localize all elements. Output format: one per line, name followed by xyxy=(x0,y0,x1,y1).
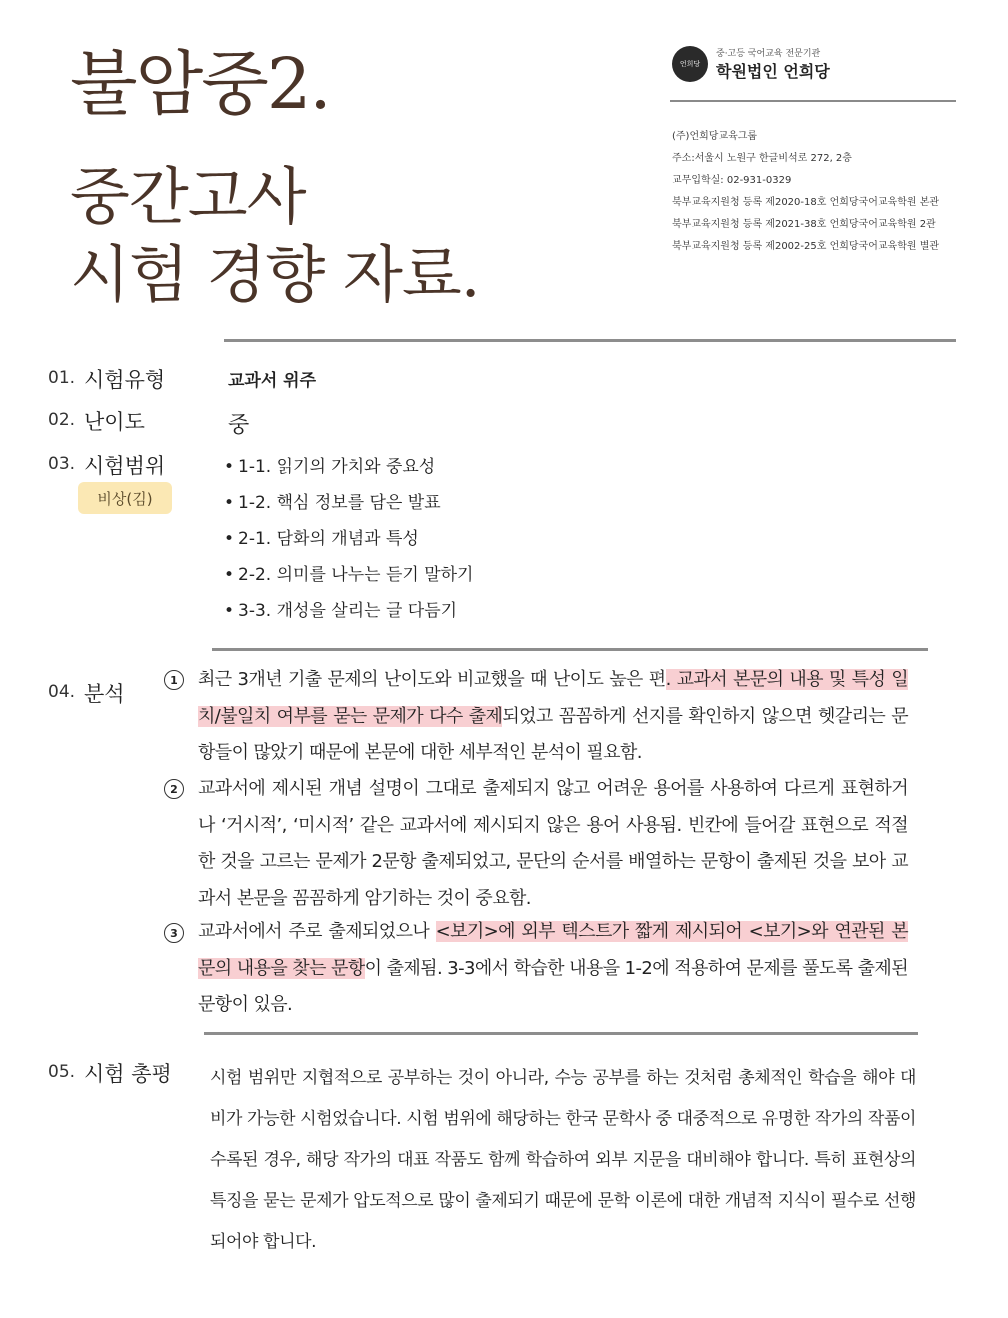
textbook-tag: 비상(김) xyxy=(78,482,172,514)
analysis-item-1 xyxy=(198,662,908,772)
section-divider xyxy=(204,1032,918,1035)
list-item: • 2-1. 담화의 개념과 특성 xyxy=(224,524,473,560)
company-info xyxy=(672,126,939,258)
page-title: 불암중2. xyxy=(70,43,330,125)
list-item: • 1-2. 핵심 정보를 담은 발표 xyxy=(224,488,473,524)
list-item: • 3-3. 개성을 살리는 글 다듬기 xyxy=(224,596,473,632)
analysis-text: 최근 3개년 기출 문제의 난이도와 비교했을 때 난이도 높은 편 xyxy=(198,669,666,690)
section-label-type: 시험유형 xyxy=(84,368,166,392)
info-line: 북부교육지원청 등록 제2002-25호 언희당국어교육학원 별관 xyxy=(672,241,940,252)
subtitle-line-1: 중간고사 xyxy=(70,160,306,233)
circled-number-icon: 2 xyxy=(164,779,184,799)
info-line: 북부교육지원청 등록 제2021-38호 언희당국어교육학원 2관 xyxy=(672,219,936,230)
section-label-scope: 시험범위 xyxy=(84,454,166,478)
analysis-item-2 xyxy=(198,771,908,917)
analysis-text: 교과서에서 주로 출제되었으나 xyxy=(198,921,436,942)
analysis-item-3 xyxy=(198,914,908,1024)
difficulty-value: 중 xyxy=(228,413,250,438)
analysis-text: 이 출제됨. 3-3에서 학습한 내용을 1-2에 적용하여 문제를 풀도록 출제된 문항이 있음. xyxy=(198,957,908,1015)
section-divider xyxy=(224,339,956,342)
header-divider xyxy=(670,100,956,102)
info-line: 북부교육지원청 등록 제2020-18호 언희당국어교육학원 본관 xyxy=(672,197,940,208)
analysis-text: 교과서에 제시된 개념 설명이 그대로 출제되지 않고 어려운 용어를 사용하여 다르게 표현하거나 ‘거시적’, ‘미시적’ 같은 교과서에 제시되지 않은 용어 사용됨. 빈칸에 들어갈 표현으로 적절한 것을 고르는 문제가 2문항 출제되었고, 문단의 순서를 배열하는 문항이 출제된 것을 보아 교과서 본문을 꼼꼼하게 암기하는 것이 중요함. xyxy=(198,778,908,909)
exam-type-value: 교과서 위주 xyxy=(228,371,317,391)
section-label-analysis: 분석 xyxy=(84,682,125,706)
analysis-highlight: <보기>에 외부 텍스트가 짧게 제시되어 <보기>와 연관된 본문의 내용을 찾는 문항 xyxy=(198,921,908,979)
page-subtitle xyxy=(70,158,479,313)
scope-list xyxy=(224,452,473,632)
summary-text: 시험 범위만 지협적으로 공부하는 것이 아니라, 수능 공부를 하는 것처럼 총체적인 학습을 해야 대비가 가능한 시험었습니다. 시험 범위에 해당하는 한국 문학사 중 대중적으로 유명한 작가의 작품이 수록된 경우, 해당 작가의 대표 작품도 함께 학습하여 외부 지문을 대비해야 합니다. 특히 표현상의 특징을 묻는 문제가 압도적으로 많이 출제되기 때문에 문학 이론에 대한 개념적 지식이 필수로 선행되어야 합니다. xyxy=(210,1068,916,1252)
section-label-summary: 시험 총평 xyxy=(84,1062,172,1086)
brand-subtitle: 중·고등 국어교육 전문기관 xyxy=(716,49,821,59)
section-divider xyxy=(212,648,928,651)
section-number: 01. xyxy=(48,368,76,388)
circled-number-icon: 3 xyxy=(164,923,184,943)
info-line: 주소:서울시 노원구 한글비석로 272, 2층 xyxy=(672,153,852,164)
brand-name: 학원법인 언희당 xyxy=(716,62,830,81)
info-line: (주)언희당교육그룹 xyxy=(672,131,758,142)
brand-logo xyxy=(672,46,830,82)
list-item: • 1-1. 읽기의 가치와 중요성 xyxy=(224,452,473,488)
section-number: 04. xyxy=(48,682,76,702)
brand-text xyxy=(716,46,830,82)
subtitle-line-2: 시험 경향 자료. xyxy=(70,237,480,311)
section-number: 02. xyxy=(48,410,76,430)
section-number: 05. xyxy=(48,1062,76,1082)
list-item: • 2-2. 의미를 나누는 듣기 말하기 xyxy=(224,560,473,596)
analysis-text: 되었고 꼼꼼하게 선지를 확인하지 않으면 헷갈리는 문항들이 많았기 때문에 본문에 대한 세부적인 분석이 필요함. xyxy=(198,705,908,763)
section-number: 03. xyxy=(48,454,76,474)
circled-number-icon: 1 xyxy=(164,670,184,690)
info-line: 교무입학실: 02-931-0329 xyxy=(672,175,792,186)
section-label-difficulty: 난이도 xyxy=(84,410,145,434)
analysis-highlight: . 교과서 본문의 내용 및 특성 일치/불일치 여부를 묻는 문제가 다수 출제 xyxy=(198,669,909,727)
logo-badge-icon: 언희당 xyxy=(672,46,708,82)
